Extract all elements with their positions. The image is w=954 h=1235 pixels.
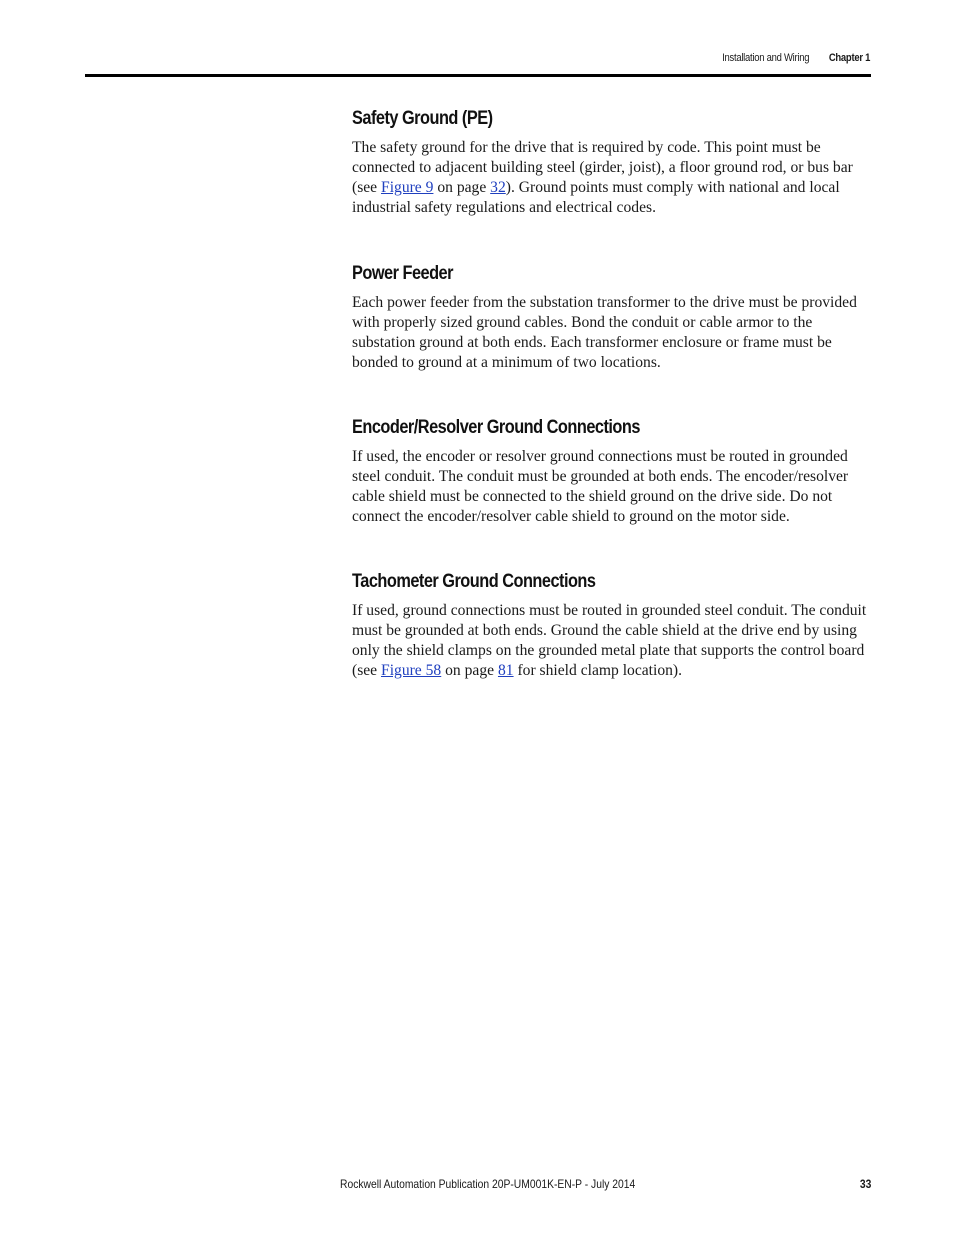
- figure-link[interactable]: Figure 58: [381, 662, 442, 679]
- section-encoder-resolver: [352, 417, 876, 527]
- section-heading: Encoder/Resolver Ground Connections: [352, 417, 640, 438]
- section-paragraph: If used, the encoder or resolver ground connections must be routed in grounded steel conduit. The conduit must be grounded at both ends. The encoder/resolver cable shield must be connected to the shield ground on the drive side. Do not connect the encoder/resolver cable shield to ground on the motor side.: [352, 448, 849, 525]
- paragraph-text: ). Ground points must comply with national and local industrial safety regulations and electrical codes.: [352, 179, 840, 216]
- section-heading: Tachometer Ground Connections: [352, 571, 596, 592]
- paragraph-text: for shield clamp location).: [513, 662, 683, 679]
- section-heading: Safety Ground (PE): [352, 108, 493, 129]
- figure-link[interactable]: Figure 9: [381, 179, 434, 196]
- section-safety-ground: [352, 108, 876, 218]
- page-link[interactable]: 32: [490, 179, 506, 196]
- section-tachometer: [352, 571, 876, 681]
- header-chapter-label: Chapter 1: [828, 52, 870, 64]
- section-paragraph: [352, 601, 876, 681]
- paragraph-text: on page: [441, 662, 498, 679]
- header-section-title: Installation and Wiring: [721, 52, 810, 64]
- section-heading: Power Feeder: [352, 263, 453, 284]
- section-paragraph: Each power feeder from the substation transformer to the drive must be provided with properly sized ground cables. Bond the conduit or cable armor to the substation ground at both ends. Each transformer enclosure or frame must be bonded to ground at a minimum of two locations.: [352, 294, 857, 371]
- page-content: [352, 108, 876, 726]
- section-paragraph: [352, 138, 876, 218]
- page-number: 33: [859, 1177, 871, 1191]
- paragraph-text: The safety ground for the drive that is required by code. This point must be connected to adjacent building steel (girder, joist), a floor ground rod, or bus bar (see: [352, 139, 853, 196]
- paragraph-text: on page: [433, 179, 491, 196]
- running-header: [722, 52, 870, 64]
- section-power-feeder: [352, 263, 876, 373]
- page-link[interactable]: 81: [497, 662, 514, 679]
- header-rule: [85, 74, 871, 77]
- paragraph-text: If used, ground connections must be routed in grounded steel conduit. The conduit must be grounded at both ends. Ground the cable shield at the drive end by using only the shield clamps on the grounded metal plate that supports the control board (see: [352, 602, 867, 679]
- publication-info: Rockwell Automation Publication 20P-UM001K-EN-P - July 2014: [340, 1177, 636, 1191]
